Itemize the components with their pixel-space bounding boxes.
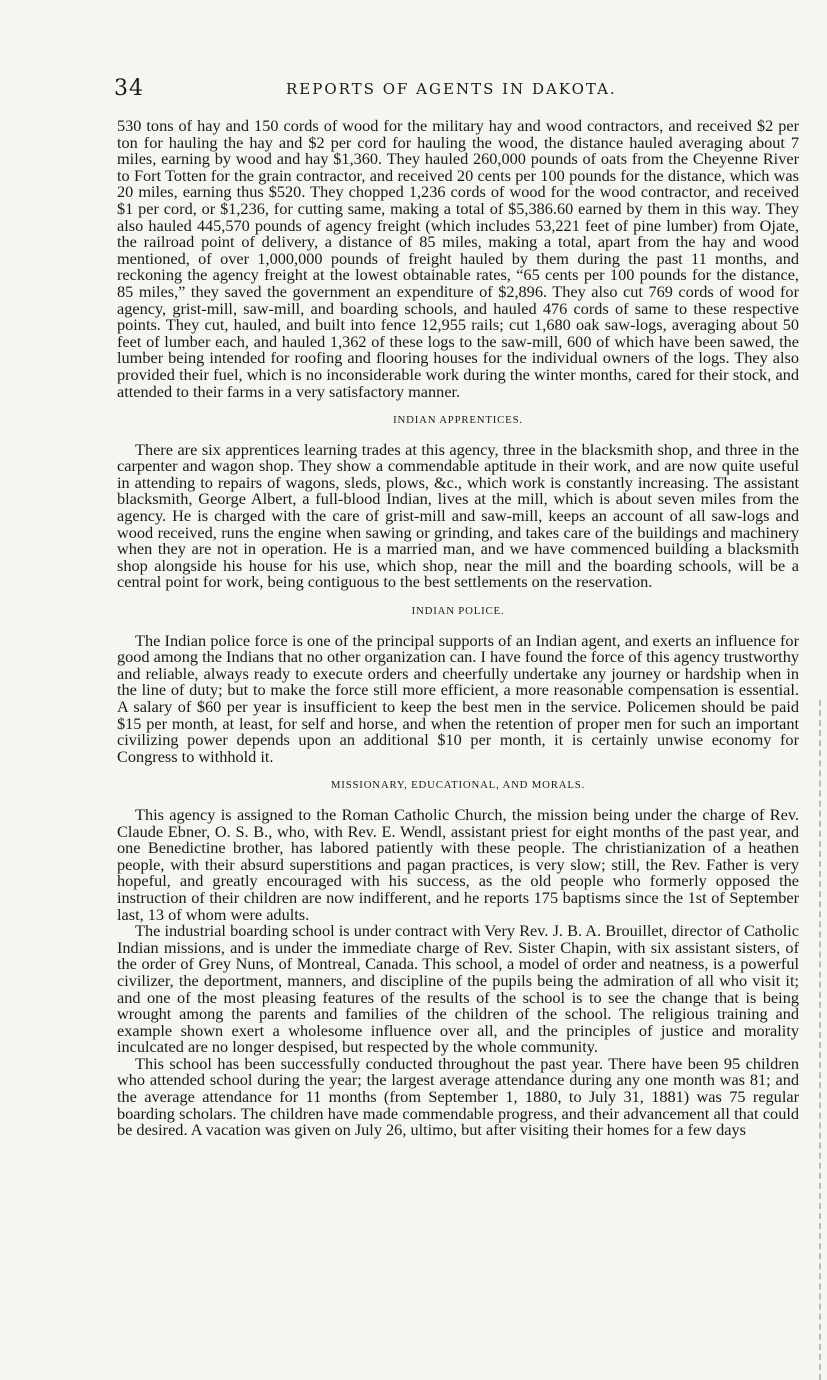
paragraph-police: The Indian police force is one of the principal supports of an Indian agent, and exerts an influence for good among the Indians that no other organization can. I have found the force of this agency trustworthy and reliable, always ready to execute orders and cheerfully undertake any journey or hardship when in the line of duty; but to make the force still more efficient, a more reasonable compensation is essential. A salary of $60 per year is insufficient to keep the best men in the service. Policemen should be paid $15 per month, at least, for self and horse, and when the retention of proper men for such an important civilizing power depends upon an additional $10 per month, it is certainly unwise economy for Congress to withhold it. <box>117 630 799 766</box>
page-edge-shadow <box>819 700 827 1380</box>
section-heading-police: INDIAN POLICE. <box>411 605 505 618</box>
paragraph-attendance: This school has been successfully conducted throughout the past year. There have been 95 children who attended school during the year; the largest average attendance during any one month was 81; and the average attendance for 11 months (from September 1, 1880, to July 31, 1881) was 75 regular boarding scholars. The children have made commendable progress, and their advancement all that could be desired. A vacation was given on July 26, ultimo, but after visiting their homes for a few days <box>117 1053 799 1140</box>
paragraph-apprentices: There are six apprentices learning trades at this agency, three in the blacksmith shop, and three in the carpenter and wagon shop. They show a commendable aptitude in their work, and are now quite useful in attending to repairs of wagons, sleds, plows, &c., which work is constantly increasing. The assistant blacksmith, George Albert, a full-blood Indian, lives at the mill, which is about seven miles from the agency. He is charged with the care of grist-mill and saw-mill, keeps an account of all saw-logs and wood received, runs the engine when sawing or grinding, and takes care of the buildings and machinery when they are not in operation. He is a married man, and we have commenced building a blacksmith shop alongside his house for his use, which shop, near the mill and the boarding schools, will be a central point for work, being contiguous to the best settlements on the reservation. <box>117 439 799 592</box>
running-title: REPORTS OF AGENTS IN DAKOTA. <box>286 80 617 98</box>
page-number: 34 <box>114 76 144 101</box>
paragraph-boarding-school: The industrial boarding school is under contract with Very Rev. J. B. A. Brouillet, director of Catholic Indian missions, and is under the immediate charge of Rev. Sister Chapin, with six assistant sisters, of the order of Grey Nuns, of Montreal, Canada. This school, a model of order and neatness, is a powerful civilizer, the deportment, manners, and discipline of the pupils being the admiration of all who visit it; and one of the most pleasing features of the results of the school is to see the change that is being wrought among the parents and families of the children of the school. The religious training and example shown exert a wholesome influence over all, and the principles of justice and morality inculcated are no longer despised, but respected by the whole community. <box>117 921 799 1057</box>
paragraph-mission: This agency is assigned to the Roman Catholic Church, the mission being under the charge of Rev. Claude Ebner, O. S. B., who, with Rev. E. Wendl, assistant priest for eight months of the past year, and one Benedictine brother, has labored patiently with these people. The christianization of a heathen people, with their absurd superstitions and pagan practices, is very slow; still, the Rev. Father is very hopeful, and greatly encouraged with his success, as the old people who formerly opposed the instruction of their children are now indifferent, and he reports 175 baptisms since the 1st of September last, 13 of whom were adults. <box>117 804 799 924</box>
body-text <box>117 118 799 1139</box>
page-header <box>114 76 808 104</box>
section-heading-apprentices: INDIAN APPRENTICES. <box>393 414 523 427</box>
paragraph-freight: 530 tons of hay and 150 cords of wood for the military hay and wood contractors, and received $2 per ton for hauling the hay and $2 per cord for hauling the wood, the distance hauled averaging about 7 miles, earning by wood and hay $1,360. They hauled 260,000 pounds of oats from the Cheyenne River to Fort Totten for the grain contractor, and received 20 cents per 100 pounds for the distance, which was 20 miles, earning thus $520. They chopped 1,236 cords of wood for the wood contractor, and received $1 per cord, or $1,236, for cutting same, making a total of $5,386.60 earned by them in this way. They also hauled 445,570 pounds of agency freight (which includes 53,221 feet of pine lumber) from Ojate, the railroad point of delivery, a distance of 85 miles, making a total, apart from the hay and wood mentioned, of over 1,000,000 pounds of freight hauled by them during the past 11 months, and reckoning the agency freight at the lowest obtainable rates, “65 cents per 100 pounds for the distance, 85 miles,” they saved the government an expenditure of $2,896. They also cut 769 cords of wood for agency, grist-mill, saw-mill, and boarding schools, and hauled 476 cords of same to these respective points. They cut, hauled, and built into fence 12,955 rails; cut 1,680 oak saw-logs, averaging about 50 feet of lumber each, and hauled 1,362 of these logs to the saw-mill, 600 of which have been sawed, the lumber being intended for roofing and flooring houses for the individual owners of the logs. They also provided their fuel, which is no inconsiderable work during the winter months, cared for their stock, and attended to their farms in a very satisfactory manner. <box>117 116 799 401</box>
section-heading-missionary: MISSIONARY, EDUCATIONAL, AND MORALS. <box>330 779 586 792</box>
